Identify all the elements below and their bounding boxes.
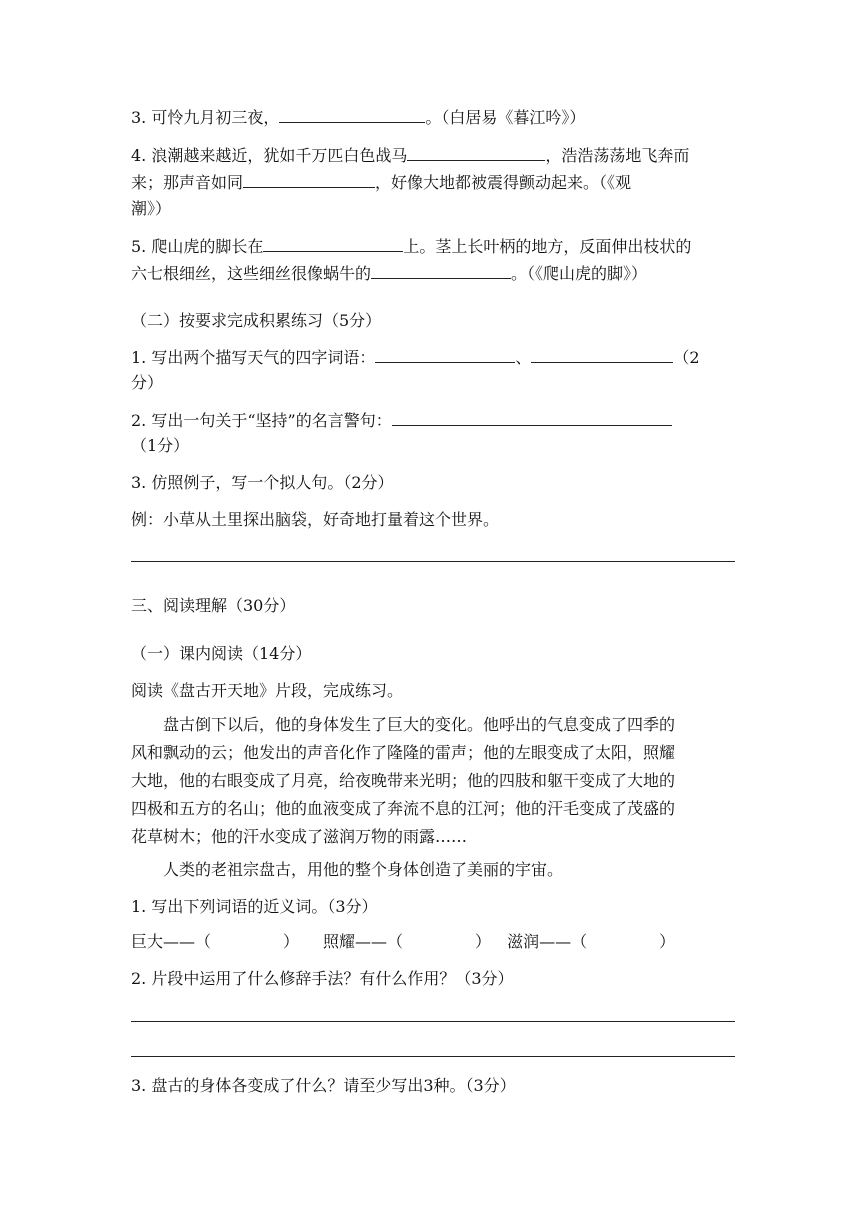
answer-line[interactable] bbox=[131, 1021, 735, 1022]
answer-blank[interactable] bbox=[531, 347, 673, 363]
reading-question-3: 3. 盘古的身体各变成了什么？请至少写出3种。（3分） bbox=[131, 1076, 516, 1095]
question-5-text: 。（《爬山虎的脚》） bbox=[511, 264, 648, 283]
sec2-question-1-text: 1. 写出两个描写天气的四字词语： bbox=[131, 348, 376, 367]
answer-blank[interactable] bbox=[392, 410, 672, 426]
bracket-close: ） bbox=[283, 932, 300, 951]
sec2-question-1-cont: 分） bbox=[131, 373, 164, 392]
reading-question-2: 2. 片段中运用了什么修辞手法？有什么作用？（3分） bbox=[131, 969, 514, 988]
bracket-close: ） bbox=[475, 932, 492, 951]
answer-line[interactable] bbox=[131, 561, 735, 562]
question-5-line-1 bbox=[131, 236, 691, 257]
answer-blank[interactable] bbox=[371, 263, 511, 279]
reading-intro: 阅读《盘古开天地》片段，完成练习。 bbox=[131, 681, 404, 700]
sec2-question-1-score: （2 bbox=[673, 348, 700, 367]
section-2-title: （二）按要求完成积累练习（5分） bbox=[131, 311, 382, 330]
synonym-row bbox=[131, 932, 675, 952]
sec2-question-2 bbox=[131, 410, 672, 431]
question-3 bbox=[131, 107, 585, 128]
question-4-line-3: 潮》） bbox=[131, 199, 172, 218]
answer-blank[interactable] bbox=[375, 347, 515, 363]
sec2-question-1 bbox=[131, 347, 700, 368]
synonym-label: 滋润——（ bbox=[507, 932, 588, 951]
passage-line: 花草树木；他的汗水变成了滋润万物的雨露…… bbox=[131, 827, 468, 846]
question-5-text: 5. 爬山虎的脚长在 bbox=[131, 237, 264, 256]
question-3-source: 。（白居易《暮江吟》） bbox=[425, 108, 586, 127]
section-3-title: 三、阅读理解（30分） bbox=[131, 596, 296, 615]
answer-blank[interactable] bbox=[407, 145, 545, 161]
answer-blank[interactable] bbox=[243, 172, 375, 188]
synonym-label: 巨大——（ bbox=[131, 932, 212, 951]
question-5-text: 上。茎上长叶柄的地方，反面伸出枝状的 bbox=[403, 237, 692, 256]
question-4-text: 4. 浪潮越来越近，犹如千万匹白色战马 bbox=[131, 146, 408, 165]
example-sentence: 例：小草从土里探出脑袋，好奇地打量着这个世界。 bbox=[131, 510, 500, 529]
synonym-label: 照耀——（ bbox=[323, 932, 404, 951]
question-5-text: 六七根细丝，这些细丝很像蜗牛的 bbox=[131, 264, 372, 283]
passage-line: 四极和五方的名山；他的血液变成了奔流不息的江河；他的汗毛变成了茂盛的 bbox=[131, 799, 676, 818]
passage-line: 大地，他的右眼变成了月亮，给夜晚带来光明；他的四肢和躯干变成了大地的 bbox=[131, 771, 676, 790]
passage-line: 盘古倒下以后，他的身体发生了巨大的变化。他呼出的气息变成了四季的 bbox=[163, 715, 676, 734]
question-4-text: ，浩浩荡荡地飞奔而 bbox=[545, 146, 690, 165]
question-4-text: ，好像大地都被震得颤动起来。（《观 bbox=[375, 173, 632, 192]
sec2-question-2-text: 2. 写出一句关于“坚持”的名言警句： bbox=[131, 411, 392, 430]
sec2-question-2-cont: （1分） bbox=[131, 436, 190, 455]
answer-line[interactable] bbox=[131, 1056, 735, 1057]
reading-question-1: 1. 写出下列词语的近义词。（3分） bbox=[131, 897, 378, 916]
passage-line: 人类的老祖宗盘古，用他的整个身体创造了美丽的宇宙。 bbox=[163, 860, 564, 879]
question-4-text: 来；那声音如同 bbox=[131, 173, 244, 192]
bracket-close: ） bbox=[659, 932, 676, 951]
sec2-question-3: 3. 仿照例子，写一个拟人句。（2分） bbox=[131, 473, 394, 492]
question-5-line-2 bbox=[131, 263, 647, 284]
question-4-line-1 bbox=[131, 145, 689, 166]
subsection-title: （一）课内阅读（14分） bbox=[131, 644, 312, 663]
separator: 、 bbox=[515, 348, 532, 367]
answer-blank[interactable] bbox=[263, 236, 403, 252]
question-3-text: 3. 可怜九月初三夜， bbox=[131, 108, 280, 127]
question-4-line-2 bbox=[131, 172, 631, 193]
passage-line: 风和飘动的云；他发出的声音化作了隆隆的雷声；他的左眼变成了太阳，照耀 bbox=[131, 743, 676, 762]
answer-blank[interactable] bbox=[279, 107, 425, 123]
